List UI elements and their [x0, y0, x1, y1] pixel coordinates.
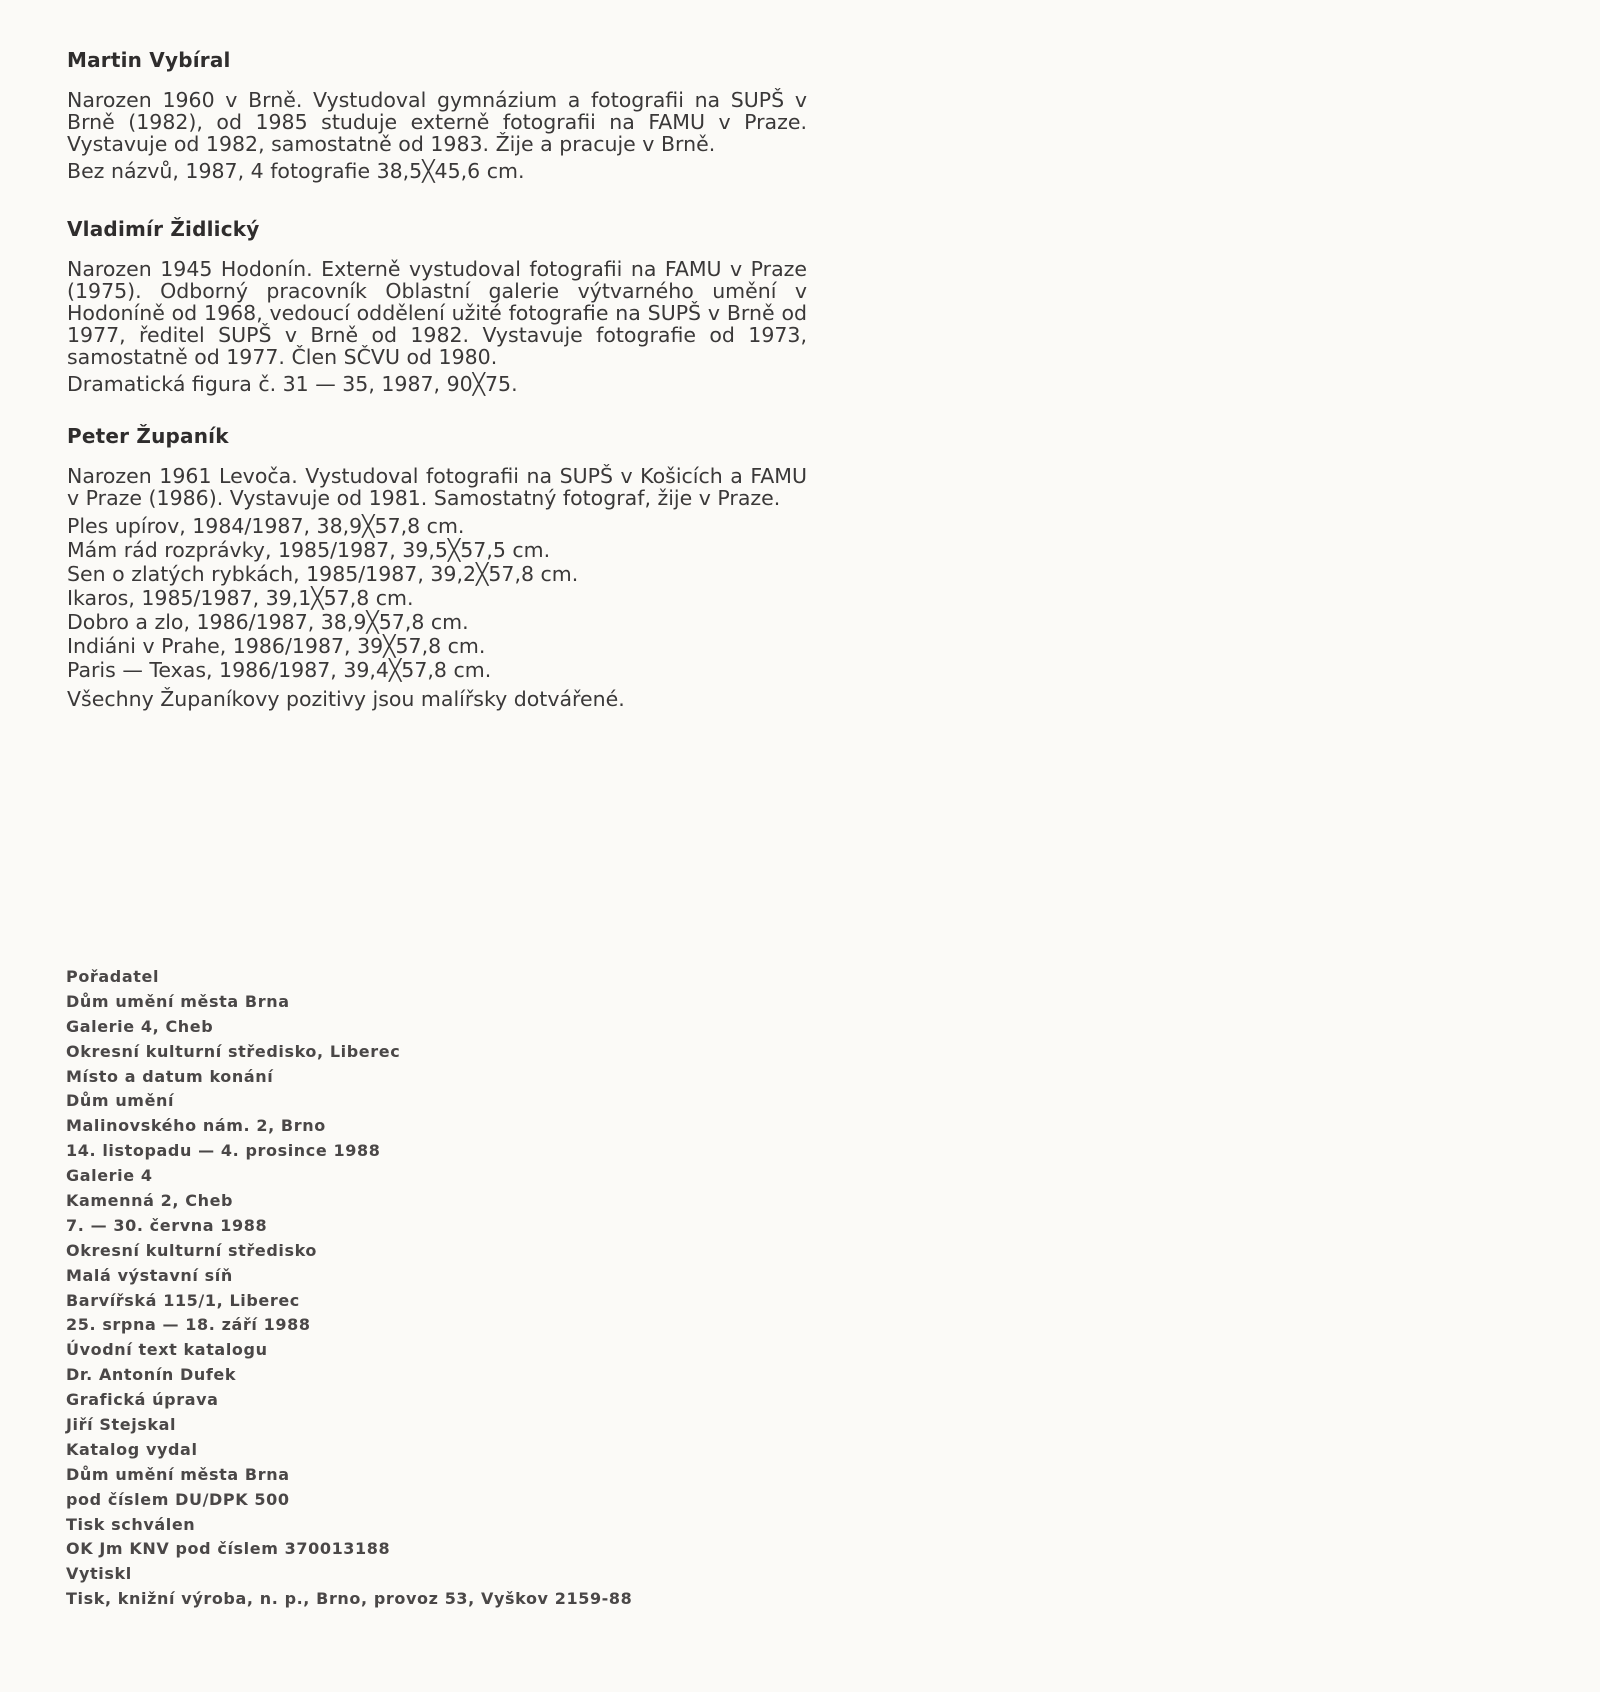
work-item: Ikaros, 1985/1987, 39,1╳57,8 cm.	[67, 585, 414, 610]
colophon-line: 14. listopadu — 4. prosince 1988	[66, 1141, 381, 1161]
colophon-line: Malinovského nám. 2, Brno	[66, 1116, 326, 1136]
colophon-line: Tisk schválen	[66, 1514, 196, 1534]
colophon-line: Jiří Stejskal	[66, 1415, 177, 1435]
colophon-line: Barvířská 115/1, Liberec	[66, 1290, 300, 1310]
colophon	[66, 965, 766, 1612]
work-item: Dobro a zlo, 1986/1987, 38,9╳57,8 cm.	[67, 609, 469, 634]
work-item: Bez názvů, 1987, 4 fotografie 38,5╳45,6 cm.	[67, 159, 525, 184]
colophon-line: Pořadatel	[66, 967, 160, 986]
colophon-line: Dr. Antonín Dufek	[66, 1365, 237, 1385]
works-note: Všechny Županíkovy pozitivy jsou malířsky dotvářené.	[67, 686, 625, 711]
works-list	[67, 514, 807, 682]
work-item: Mám rád rozprávky, 1985/1987, 39,5╳57,5 cm.	[67, 537, 551, 562]
colophon-line: Malá výstavní síň	[66, 1265, 233, 1285]
colophon-line: Okresní kulturní středisko	[66, 1240, 318, 1260]
work-item: Sen o zlatých rybkách, 1985/1987, 39,2╳57,8 cm.	[67, 561, 579, 586]
work-item: Dramatická figura č. 31 — 35, 1987, 90╳75.	[67, 372, 518, 397]
works-list	[67, 372, 807, 396]
colophon-line: 7. — 30. června 1988	[66, 1215, 268, 1235]
works-list	[67, 159, 807, 183]
work-item: Indiáni v Prahe, 1986/1987, 39╳57,8 cm.	[67, 633, 486, 658]
artist-name: Martin Vybíral	[67, 48, 231, 72]
artist-entries	[67, 48, 807, 732]
colophon-line: Vytiskl	[66, 1564, 132, 1584]
colophon-line: Galerie 4, Cheb	[66, 1016, 214, 1036]
colophon-line: Galerie 4	[66, 1166, 153, 1186]
colophon-line: Dům umění města Brna	[66, 1464, 290, 1484]
colophon-line: Katalog vydal	[66, 1439, 198, 1459]
artist-entry-vybiral	[67, 48, 807, 183]
colophon-line: Kamenná 2, Cheb	[66, 1191, 234, 1211]
work-item: Ples upírov, 1984/1987, 38,9╳57,8 cm.	[67, 513, 465, 538]
colophon-line: 25. srpna — 18. září 1988	[66, 1315, 311, 1335]
artist-entry-zidlicky	[67, 217, 807, 396]
colophon-line: Tisk, knižní výroba, n. p., Brno, provoz 53, Vyškov 2159-88	[66, 1589, 633, 1609]
artist-bio: Narozen 1961 Levoča. Vystudoval fotografii na SUPŠ v Košicích a FAMU v Praze (1986). Vystavuje od 1981. Samostatný fotograf, žije v Praze.	[67, 464, 807, 511]
artist-entry-zupanik	[67, 424, 807, 712]
artist-name: Vladimír Židlický	[67, 217, 260, 242]
artist-bio: Narozen 1945 Hodonín. Externě vystudoval fotografii na FAMU v Praze (1975). Odborný pracovník Oblastní galerie výtvarného umění v Hodoníně od 1968, vedoucí oddělení užité fotografie na SUPŠ v Brně od 1977, ředitel SUPŠ v Brně od 1982. Vystavuje fotografie od 1973, samostatně od 1977. Člen SČVU od 1980.	[67, 257, 807, 369]
work-item: Paris — Texas, 1986/1987, 39,4╳57,8 cm.	[67, 657, 492, 682]
colophon-line: Místo a datum konání	[66, 1066, 274, 1086]
artist-name: Peter Županík	[67, 424, 229, 449]
colophon-line: OK Jm KNV pod číslem 370013188	[66, 1539, 391, 1559]
colophon-line: pod číslem DU/DPK 500	[66, 1489, 290, 1509]
colophon-line: Úvodní text katalogu	[66, 1340, 268, 1360]
colophon-line: Grafická úprava	[66, 1390, 219, 1410]
colophon-line: Okresní kulturní středisko, Liberec	[66, 1041, 401, 1061]
colophon-line: Dům umění města Brna	[66, 991, 290, 1011]
artist-bio: Narozen 1960 v Brně. Vystudoval gymnázium a fotografii na SUPŠ v Brně (1982), od 1985 studuje externě fotografii na FAMU v Praze. Vystavuje od 1982, samostatně od 1983. Žije a pracuje v Brně.	[67, 88, 807, 156]
colophon-line: Dům umění	[66, 1091, 175, 1111]
